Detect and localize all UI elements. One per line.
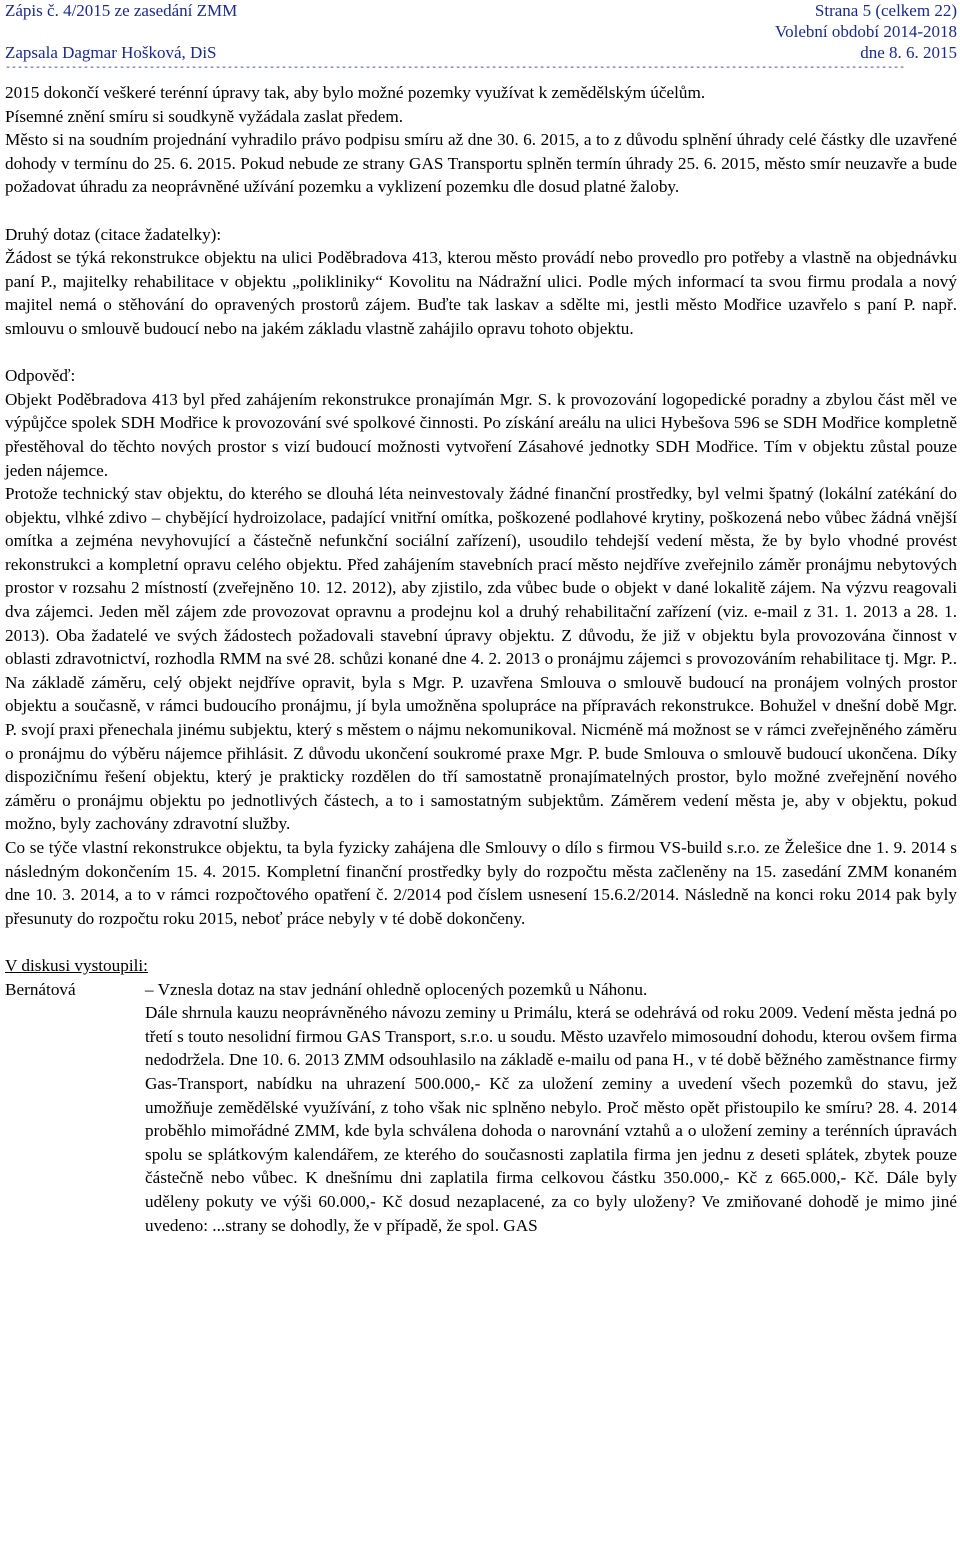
header-row-3 xyxy=(5,42,957,63)
page-info: Strana 5 (celkem 22) xyxy=(814,1,957,20)
spacer xyxy=(5,341,957,365)
document-body xyxy=(5,81,957,1237)
discussion-entry xyxy=(5,978,957,1238)
discussion-heading: V diskusi vystoupili: xyxy=(5,955,148,975)
paragraph: Město si na soudním projednání vyhradilo právo podpisu smíru až dne 30. 6. 2015, a to z důvodu splnění úhrady celé částky dle uzavřené dohody v termínu do 25. 6. 2015. Pokud nebude ze strany GAS Transportu splněn termín úhrady 25. 6. 2015, město smír neuzavře a bude požadovat úhradu za neoprávněné užívání pozemku a vyklizení pozemku dle dosud platné žaloby. xyxy=(5,130,957,197)
answer-heading: Odpověď: xyxy=(5,366,76,386)
speaker-name: Bernátová xyxy=(5,979,76,999)
doc-title: Zápis č. 4/2015 ze zasedání ZMM xyxy=(5,1,238,20)
recorder-label: Zapsala Dagmar Hošková, DiS xyxy=(5,43,217,62)
question-heading: Druhý dotaz (citace žadatelky): xyxy=(5,224,222,244)
paragraph: Písemné znění smíru si soudkyně vyžádala zaslat předem. xyxy=(5,106,404,126)
header-row-1 xyxy=(5,0,957,21)
speaker-paragraph: Dále shrnula kauzu neoprávněného návozu zeminy u Primálu, která se odehrává od roku 2009. Vedení města jedná po třetí s touto nesolidní firmou GAS Transport, s.r.o. u soudu. Město uzavřelo mimosoudní dohodu, kterou ovšem firma nedodržela. Dne 10. 6. 2013 ZMM odsouhlasilo na základě e-mailu od pana H., v té době běžného zaměstnance firmy Gas-Transport, nabídku na uhrazení 500.000,- Kč za uložení zeminy a uvedení všech pozemků do stavu, jež umožňuje zemědělské využívání, z toho však nic splněno nebylo. Proč město opět přistoupilo ke smíru? 28. 4. 2014 proběhlo mimořádné ZMM, kde byla schválena dohoda o narovnání vztahů a o uložení zeminy a terénních úpravách spolu se splátkovým kalendářem, ze kterého do současnosti zaplatila firma jen jednu z deseti splátek, zbytek pouze částečně nebo vůbec. K dnešnímu dni zaplatila firma celkovou částku 350.000,- Kč z 665.000,- Kč. Dále byly uděleny pokuty ve výši 60.000,- Kč dosud nezaplacené, za co byly uloženy? Ve zmiňované dohodě je mimo jiné uvedeno: ...strany se dohodly, že v případě, že spol. GAS xyxy=(145,1003,957,1235)
document-page xyxy=(5,0,957,1237)
paragraph: Co se týče vlastní rekonstrukce objektu, ta byla fyzicky zahájena dle Smlouvy o dílo s firmou VS-build s.r.o. ze Želešice dne 1. 9. 2014 s následným dokončením 15. 4. 2015. Kompletní finanční prostředky byly do rozpočtu města začleněny na 15. zasedání ZMM konaném dne 10. 3. 2014, a to v rámci rozpočtového opatření č. 2/2014 pod číslem usnesení 15.6.2/2014. Následně na konci roku 2014 pak byly přesunuty do rozpočtu roku 2015, neboť práce nebyly v té době dokončeny. xyxy=(5,838,957,928)
speaker-first-line: – Vznesla dotaz na stav jednání ohledně oplocených pozemků u Náhonu. xyxy=(145,979,648,999)
paragraph: 2015 dokončí veškeré terénní úpravy tak, aby bylo možné pozemky využívat k zemědělským účelům. xyxy=(5,83,706,102)
term-label: Volební období 2014-2018 xyxy=(775,22,957,41)
paragraph: Protože technický stav objektu, do kterého se dlouhá léta neinvestovaly žádné finanční prostředky, byl velmi špatný (lokální zatékání do objektu, vlhké zdivo – chybějící hydroizolace, padající vnitřní omítka, poškozené podlahové krytiny, poškozená nebo vůbec žádná vnější omítka a zejména nevyhovující a částečně nefunkční sociální zařízení), usoudilo tehdejší vedení města, že by bylo vhodné provést rekonstrukci a kompletní opravu celého objektu. Před zahájením stavebních prací město nejdříve zveřejnilo záměr pronájmu nebytových prostor v rozsahu 2 místností (zveřejněno 10. 12. 2012), aby zjistilo, zda vůbec bude o objekt v dané lokalitě zájem. Na výzvu reagovali dva zájemci. Jeden měl zájem zde provozovat opravnu a prodejnu kol a druhý rehabilitační zařízení (viz. e-mail z 31. 1. 2013 a 28. 1. 2013). Oba žadatelé ve svých žádostech požadovali stavební úpravy objektu. Z důvodu, že již v objektu byla provozována činnost v oblasti zdravotnictví, rozhodla RMM na své 28. schůzi konané dne 4. 2. 2013 o pronájmu zájemci s provozováním rehabilitace tj. Mgr. P.. Na základě záměru, celý objekt nejdříve opravit, byla s Mgr. P. uzavřena Smlouva o smlouvě budoucí na pronájem volných prostor objektu a současně, v rámci budoucího pronájmu, jí byla umožněna spolupráce na přípravách rekonstrukce. Bohužel v dnešní době Mgr. P. svojí praxi přenechala jinému subjektu, který s městem o nájmu nekomunikoval. Nicméně má možnost se v rámci zveřejněného záměru o pronájmu do výběru nájemce přihlásit. Z důvodu ukončení soukromé praxe Mgr. P. bude Smlouva o smlouvě budoucí ukončena. Díky dispozičnímu řešení objektu, který je prakticky rozdělen do tří samostatně pronajímatelných prostor, bylo možné zveřejnění nového záměru o pronájmu objektu po jednotlivých částech, a to i samostatným subjektům. Záměrem vedení města je, aby v objektu, pokud možno, byly zachovány zdravotní služby. xyxy=(5,484,957,834)
header-row-2 xyxy=(5,21,957,42)
spacer xyxy=(5,930,957,954)
speaker-text xyxy=(145,978,957,1238)
header-separator: ------------------------------------------------------------------------------------------------------------------------------------------------------ xyxy=(5,63,906,74)
question-text: Žádost se týká rekonstrukce objektu na ulici Poděbradova 413, kterou město provádí nebo provedlo pro potřeby a vlastně na objednávku paní P., majitelky rehabilitace v objektu „polikliniky“ Kovolitu na Nádražní ulici. Podle mých informací ta svou firmu prodala a nový majitel nemá o stěhování do opravených prostorů zájem. Buďte tak laskav a sdělte mi, jestli město Modřice uzavřelo s paní P. např. smlouvu o smlouvě budoucí nebo na jakém základu vlastně zahájilo opravu tohoto objektu. xyxy=(5,248,957,338)
spacer xyxy=(5,199,957,223)
paragraph: Objekt Poděbradova 413 byl před zahájením rekonstrukce pronajímán Mgr. S. k provozování logopedické poradny a zbylou část měl ve výpůjčce spolek SDH Modřice k provozování své spolkové činnosti. Po získání areálu na ulici Hybešova 596 se SDH Modřice kompletně přestěhoval do těchto nových prostor s vizí budoucí možnosti vytvoření Zásahové jednotky SDH Modřice. Tím v objektu zůstal pouze jeden nájemce. xyxy=(5,389,957,480)
meeting-date: dne 8. 6. 2015 xyxy=(860,43,957,62)
page-header xyxy=(5,0,957,75)
